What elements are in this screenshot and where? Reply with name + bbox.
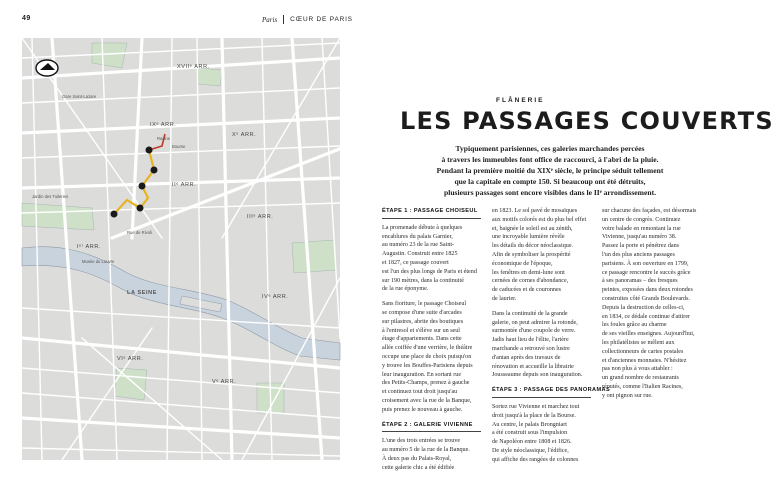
text-line: y ont pignon sur rue. bbox=[602, 392, 653, 399]
map-label-rivoli: Rue de Rivoli bbox=[127, 230, 152, 235]
map-label-3: IIIᵉ ARR. bbox=[247, 214, 274, 220]
street-map[interactable] bbox=[22, 38, 340, 460]
map-label-6: VIᵉ ARR. bbox=[117, 356, 144, 362]
text-line: de Napoléon entre 1808 et 1826. bbox=[492, 439, 572, 446]
text-line: De style néoclassique, l'édifice, bbox=[492, 447, 569, 454]
article-kicker: FLÂNERIE bbox=[496, 97, 545, 104]
text-line: Jadis haut lieu de l'élite, l'artère bbox=[492, 337, 569, 344]
map-label-tuileries: Jardin des Tuileries bbox=[32, 194, 69, 199]
locator-icon bbox=[36, 60, 58, 76]
marker-etape-1 bbox=[111, 211, 118, 218]
text-line: les fenêtres en demi-lune sont bbox=[492, 269, 565, 276]
text-line: qui affiche des rangées de colonnes bbox=[492, 456, 579, 463]
text-line: La promenade débute à quelques bbox=[382, 224, 463, 231]
step-heading: ÉTAPE 1 : PASSAGE CHOISEUL bbox=[382, 207, 481, 219]
map-label-bourse: Bourse bbox=[172, 144, 186, 149]
lead-line: Pendant la première moitié du XIXᵉ siècle, le principe séduit tellement bbox=[436, 166, 664, 175]
text-line: en 1834, ce dédale continue d'attirer bbox=[602, 313, 691, 320]
text-line: marchande a retrouvé son lustre bbox=[492, 345, 570, 352]
map-label-louvre: Musée du Louvre bbox=[82, 259, 115, 264]
text-line: Depuis la destruction de celles-ci, bbox=[602, 304, 685, 311]
park-area bbox=[292, 240, 336, 273]
running-header-divider bbox=[283, 15, 284, 24]
text-line: Augustin. Construit entre 1825 bbox=[382, 251, 458, 258]
text-line: y trouve les Bouffes-Parisiens depuis bbox=[382, 362, 473, 369]
text-line: L'une des trois entrées se trouve bbox=[382, 438, 461, 445]
article-lead bbox=[400, 143, 700, 198]
text-line: surmontée d'une coupole de verre. bbox=[492, 328, 576, 335]
text-line: ce passage rencontre le succès grâce bbox=[602, 269, 691, 276]
marker-etape-3 bbox=[139, 183, 146, 190]
text-line: les foules grâce au charme bbox=[602, 322, 667, 329]
text-line: Au centre, le palais Brongniart bbox=[492, 421, 567, 428]
text-line: et continuez tout droit jusqu'au bbox=[382, 389, 458, 396]
text-line: peintes, exposées dans deux rotondes bbox=[602, 287, 693, 294]
page-number: 49 bbox=[22, 15, 31, 22]
text-line: Dans la continuité de la grande bbox=[492, 310, 568, 317]
text-line: parisiens. À son ouverture en 1799, bbox=[602, 260, 689, 267]
text-line: et, baignée le soleil est au zénith, bbox=[492, 225, 573, 232]
lead-line: plusieurs passages sont encore visibles dans le IIᵉ arrondissement. bbox=[443, 188, 656, 197]
text-line: collectionneurs de cartes postales bbox=[602, 348, 684, 355]
text-line: les détails du décor néoclassique. bbox=[492, 243, 574, 250]
text-line: un grand nombre de restaurants bbox=[602, 375, 679, 382]
lead-line: que la capitale en compte 150. Si beaucoup ont été détruits, bbox=[454, 177, 646, 186]
text-line: occupe une place de choix puisqu'on bbox=[382, 353, 472, 360]
map-label-2: IIᵉ ARR. bbox=[172, 182, 197, 188]
text-column-3 bbox=[602, 207, 701, 401]
map-label-17: XVIIᵉ ARR. bbox=[177, 64, 210, 70]
text-line: Sans fioriture, le passage Choiseul bbox=[382, 301, 467, 308]
map-label-river: LA SEINE bbox=[127, 290, 157, 296]
text-line: sur chacune des façades, est désormais bbox=[602, 208, 697, 214]
text-column-1 bbox=[382, 207, 481, 473]
text-line: Passez la porte et pénétrez dans bbox=[602, 243, 679, 250]
text-line: de ses vieilles enseignes. Aujourd'hui, bbox=[602, 331, 695, 338]
text-line: votre balade en remontant la rue bbox=[602, 225, 681, 232]
map-label-10: Xᵉ ARR. bbox=[232, 132, 257, 138]
text-line: de laurier. bbox=[492, 295, 517, 302]
text-line: construites côté Grands Boulevards. bbox=[602, 295, 690, 302]
text-line: pas non plus à vous attabler : bbox=[602, 366, 673, 373]
text-line: aux motifs colorés est du plus bel effet bbox=[492, 216, 587, 223]
park-area bbox=[197, 68, 222, 86]
text-line: Vivienne, jusqu'au numéro 38. bbox=[602, 234, 677, 241]
text-line: à l'entresol et s'élève sur un seul bbox=[382, 327, 461, 334]
text-line: et 1827, ce passage couvert bbox=[382, 259, 449, 266]
map-canvas bbox=[22, 38, 340, 460]
text-line: et d'anciennes monnaies. N'hésitez bbox=[602, 357, 687, 364]
text-line: de caducées et de couronnes bbox=[492, 287, 562, 294]
running-header-section: CŒUR DE PARIS bbox=[290, 16, 353, 23]
map-label-gare: Gare Saint-Lazare bbox=[62, 94, 97, 99]
running-header bbox=[262, 15, 353, 24]
map-label-9: IXᵉ ARR. bbox=[150, 122, 177, 128]
text-line: cette galerie chic a été édifiée bbox=[382, 464, 455, 471]
text-line: sur pilastres, abrite des boutiques bbox=[382, 318, 464, 325]
text-line: se compose d'une suite d'arcades bbox=[382, 309, 462, 316]
text-line: sur 190 mètres, dans la continuité bbox=[382, 277, 464, 284]
map-label-racine: Racine bbox=[157, 136, 171, 141]
text-line: est l'un des plus longs de Paris et étend bbox=[382, 268, 477, 275]
text-column-2 bbox=[492, 207, 611, 465]
marker-etape-2 bbox=[137, 205, 144, 212]
text-line: cernées de cornes d'abondance, bbox=[492, 278, 569, 285]
text-line: Afin de symboliser la prospérité bbox=[492, 251, 571, 258]
text-line: allée coiffée d'une verrière, le théâtre bbox=[382, 345, 473, 352]
article-title: LES PASSAGES COUVERTS bbox=[400, 107, 774, 135]
text-line: réputés, comme l'Italien Racines, bbox=[602, 383, 683, 390]
running-header-city: Paris bbox=[262, 15, 278, 24]
text-line: Sortez rue Vivienne et marchez tout bbox=[492, 403, 580, 410]
text-line: galerie, on peut admirer la rotonde, bbox=[492, 319, 578, 326]
step-heading: ÉTAPE 3 : PASSAGE DES PANORAMAS bbox=[492, 386, 591, 398]
marker-etape-4 bbox=[151, 167, 158, 174]
text-line: Jousseaume depuis son inauguration. bbox=[492, 372, 583, 379]
text-line: les philatélistes se mêlent aux bbox=[602, 339, 675, 346]
text-line: en 1823. Le sol pavé de mosaïques bbox=[492, 208, 578, 214]
text-line: au numéro 5 de la rue de la Banque. bbox=[382, 447, 470, 454]
park-luxembourg bbox=[114, 368, 147, 400]
map-label-5: Vᵉ ARR. bbox=[212, 379, 237, 385]
map-label-4: IVᵉ ARR. bbox=[262, 294, 289, 300]
text-line: de la rue éponyme. bbox=[382, 286, 429, 293]
text-line: un centre de congrès. Continuez bbox=[602, 216, 681, 223]
lead-line: à travers les immeubles font office de raccourci, à l'abri de la pluie. bbox=[441, 155, 659, 164]
text-line: au numéro 23 de la rue Saint- bbox=[382, 242, 455, 249]
text-line: leur inauguration. En sortant rue bbox=[382, 371, 462, 378]
text-line: l'un des plus anciens passages bbox=[602, 251, 675, 258]
text-line: étage d'appartements. Dans cette bbox=[382, 336, 462, 343]
text-line: d'antan après des travaux de bbox=[492, 354, 561, 361]
map-label-1: Iᵉʳ ARR. bbox=[77, 244, 102, 250]
text-line: rénovation et accueille la librairie bbox=[492, 363, 574, 370]
lead-line: Typiquement parisiennes, ces galeries marchandes percées bbox=[455, 144, 645, 153]
text-line: économique de l'époque, bbox=[492, 260, 553, 267]
text-line: droit jusqu'à la place de la Bourse. bbox=[492, 412, 576, 419]
text-line: a été construit sous l'impulsion bbox=[492, 430, 568, 437]
step-heading: ÉTAPE 2 : GALERIE VIVIENNE bbox=[382, 421, 481, 433]
text-line: des Petits-Champs, prenez à gauche bbox=[382, 380, 470, 387]
marker-etape-5 bbox=[146, 147, 153, 154]
text-line: encablures du palais Garnier, bbox=[382, 233, 453, 240]
text-line: croisement avec la rue de la Banque, bbox=[382, 397, 472, 404]
text-line: puis prenez le nouveau à gauche. bbox=[382, 406, 463, 413]
text-line: à ses panoramas – des fresques bbox=[602, 278, 678, 285]
text-line: À deux pas du Palais-Royal, bbox=[382, 455, 452, 462]
text-line: une incroyable lumière révèle bbox=[492, 234, 565, 241]
